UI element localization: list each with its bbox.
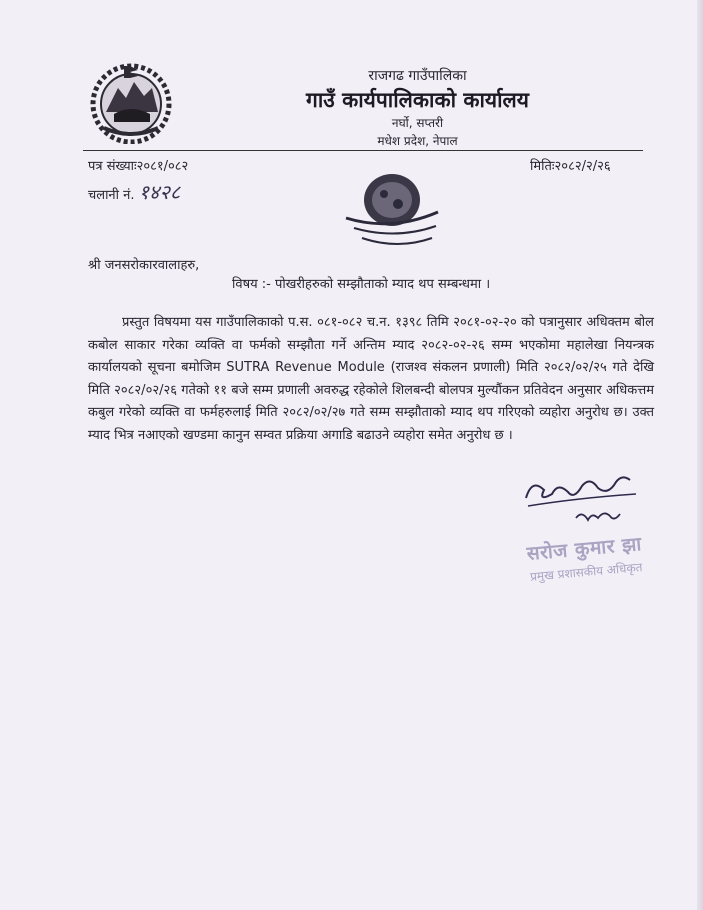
- seal-post: प्रमुख प्रशासकीय अधिकृत: [529, 560, 643, 584]
- dispatch-label: चलानी नं.: [88, 188, 135, 203]
- office-province: मधेश प्रदेश, नेपाल: [377, 134, 458, 148]
- letter-body: प्रस्तुत विषयमा यस गाउँपालिकाको प.स. ०८१-०८२ च.न. १३९८ तिमि २०८१-०२-२० को पत्रानुसार अधिक्तम बोल कबोल साकार गरेका व्यक्ति वा फर्मको सम्झौता गर्ने अन्तिम म्याद २०८२-०२-२६ सम्म भएकोमा महालेखा नियन्त्रक कार्यालयको सूचना बमोजिम SUTRA Revenue Module (राजश्व संकलन प्रणाली) मिति २०८२/०२/२५ गते देखि मिति २०८२/०२/२६ गतेको ११ बजे सम्म प्रणाली अवरुद्ध रहेकोले शिलबन्दी बोलपत्र मुल्यौंकन प्रतिवेदन अनुसार अधिकत्तम कबुल गरेको व्यक्ति वा फर्महरुलाई मिति २०८२/०२/२७ गते सम्म सम्झौताको म्याद थप गरिएको व्यहोरा अनुरोध छ। उक्त म्याद भित्र नआएको खण्डमा कानुन सम्वत प्रक्रिया अगाडि बढाउने व्यहोरा समेत अनुरोध छ ।: [88, 315, 654, 443]
- official-seal: [516, 529, 653, 586]
- letter-reference: पत्र संख्याः२०८१/०८२: [88, 159, 189, 174]
- office-title: गाउँ कार्यपालिकाको कार्यालय: [306, 88, 529, 112]
- office-location: नर्घो, सप्तरी: [391, 116, 444, 130]
- letter-subject: विषय :- पोखरीहरुको सम्झौताको म्याद थप सम्बन्धमा ।: [232, 277, 491, 292]
- seal-name: सरोज कुमार झा: [525, 533, 643, 566]
- dispatch-line: [88, 178, 180, 205]
- dispatch-number: १४२८: [138, 180, 181, 204]
- header-divider: [83, 150, 643, 151]
- recipient: श्री जनसरोकारवालाहरु,: [88, 258, 200, 273]
- municipality-name: राजगढ गाउँपालिका: [368, 68, 467, 84]
- paper-edge: [697, 0, 703, 910]
- handwritten-signature-icon: [518, 464, 648, 536]
- office-stamp-icon: [340, 160, 444, 254]
- letter-date: मितिः२०८२/२/२६: [530, 159, 611, 174]
